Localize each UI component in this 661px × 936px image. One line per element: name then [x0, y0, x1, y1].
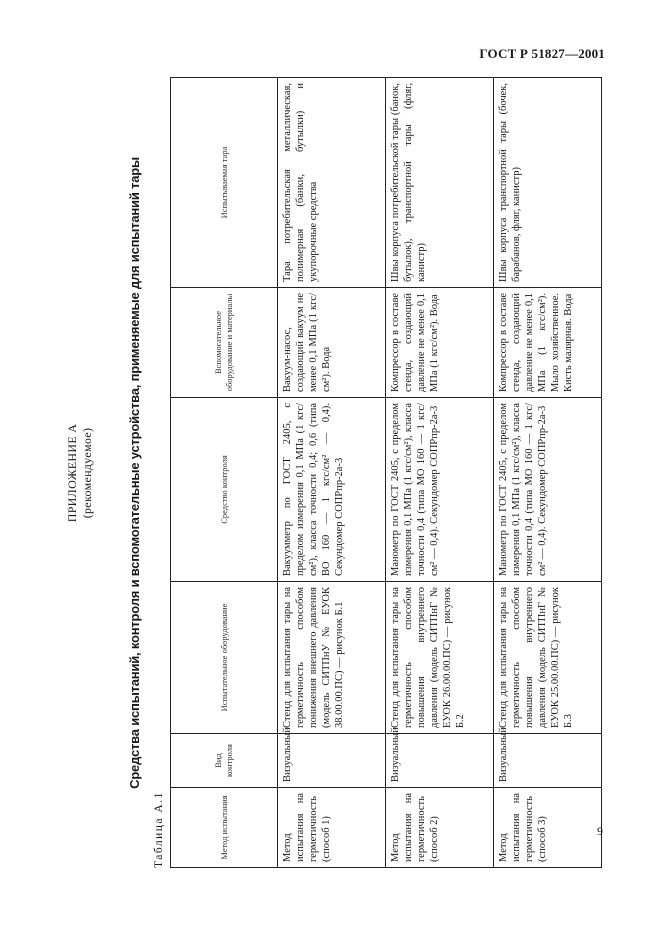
cell-control: Визуальный	[386, 734, 494, 788]
cell-container: Швы корпуса транспортной тары (бочек, барабанов, фляг, канистр)	[494, 78, 602, 288]
document-title: Средства испытаний, контроля и вспомогательные устройства, применяемые для испытаний тары	[127, 157, 142, 789]
table-row	[494, 78, 602, 868]
cell-auxiliary: Компрессор в составе стенда, создающий давление не менее 0,1 МПа (1 кгс/см²). Мыло хозяйственное. Кисть малярная. Вода	[494, 288, 602, 398]
cell-means: Манометр по ГОСТ 2405, с пределом измерения 0,1 МПа (1 кгс/см²), класса точности 0,4 (типа МО 160 — 1 кгс/см² — 0,4). Секундомер СОПРпр-2а-3	[494, 398, 602, 582]
cell-means: Вакуумметр по ГОСТ 2405, с пределом измерения 0,1 МПа (1 кгс/см²), класса точности 0,4; 0,6 (типа ВО 160 — 1 кгс/см² — 0,4). Секундомер СОПРпр-2а-3	[278, 398, 386, 582]
table-header-row	[171, 78, 278, 868]
appendix-subtitle: (рекомендуемое)	[80, 427, 94, 519]
column-header: Испытываемая тара	[171, 78, 278, 288]
table-row	[386, 78, 494, 868]
cell-container: Швы корпуса потребительской тары (банок, бутылок), транспортной тары (фляг, канистр)	[386, 78, 494, 288]
cell-method: Метод испытания на герметичность (способ 1)	[278, 788, 386, 868]
cell-method: Метод испытания на герметичность (способ 2)	[386, 788, 494, 868]
cell-method: Метод испытания на герметичность (способ 3)	[494, 788, 602, 868]
column-header: Метод испытания	[171, 788, 278, 868]
column-header: Средство контроля	[171, 398, 278, 582]
cell-auxiliary: Компрессор в составе стенда, создающий давление не менее 0,1 МПа (1 кгс/см²). Вода	[386, 288, 494, 398]
cell-control: Визуальный	[494, 734, 602, 788]
equipment-table	[170, 77, 602, 868]
column-header: Испытательное оборудование	[171, 582, 278, 734]
standard-number: ГОСТ Р 51827—2001	[479, 46, 605, 61]
cell-auxiliary: Вакуум-насос, создающий вакуум не менее 0,1 МПа (1 кгс/см²). Вода	[278, 288, 386, 398]
table-row	[278, 78, 386, 868]
cell-equipment: Стенд для испытания тары на герметичность способом повышения внутреннего давления (модель СИТПнГ № ЕУОК 26.00.00.ПС) — рисунок Б.2	[386, 582, 494, 734]
table-label: Таблица А.1	[153, 791, 165, 868]
page-number: 9	[597, 824, 603, 838]
cell-equipment: Стенд для испытания тары на герметичность способом повышения внутреннего давления (модель СИТПнГ № ЕУОК 25.00.00.ПС) — рисунок Б.3	[494, 582, 602, 734]
column-header: Вид контроля	[171, 734, 278, 788]
cell-means: Манометр по ГОСТ 2405, с пределом измерения 0,1 МПа (1 кгс/см²), класса точности 0,4 (типа МО 160 — 1 кгс/см² — 0,4). Секундомер СОПРпр-2а-3	[386, 398, 494, 582]
column-header: Вспомогательное оборудование и материалы	[171, 288, 278, 398]
appendix-heading	[65, 78, 95, 868]
cell-control: Визуальный	[278, 734, 386, 788]
cell-equipment: Стенд для испытания тары на герметичность способом понижения внешнего давления (модель СИТПнУ № ЕУОК 38.00.00.ПС) — рисунок Б.1	[278, 582, 386, 734]
appendix-title: ПРИЛОЖЕНИЕ А	[65, 423, 79, 523]
rotated-content	[65, 78, 593, 868]
cell-container: Тара потребительская металлическая, полимерная (банки, бутылки) и укупорочные средства	[278, 78, 386, 288]
